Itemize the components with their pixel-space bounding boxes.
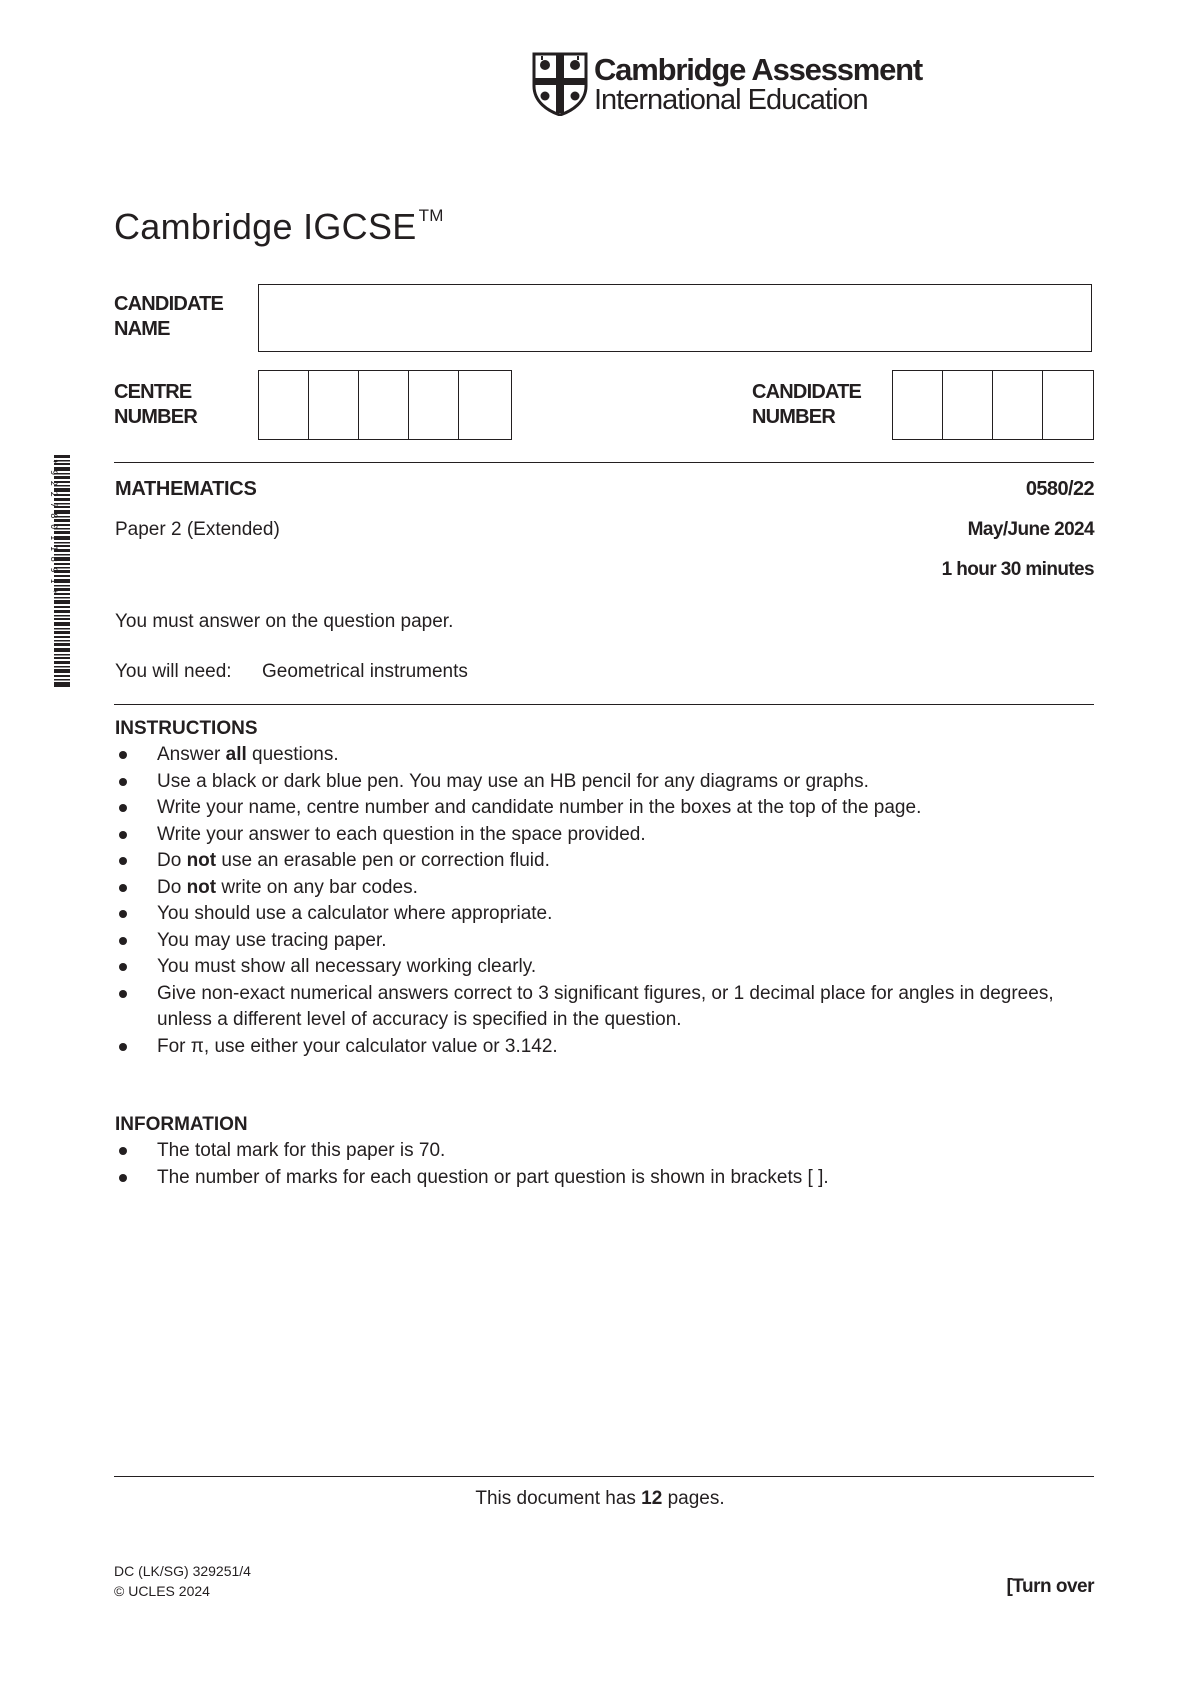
candidate-number-digit-box[interactable] — [993, 371, 1043, 439]
instruction-item: You should use a calculator where appropriate. — [114, 901, 1077, 928]
instructions-list — [114, 742, 1077, 1060]
qualification-name: Cambridge IGCSE — [114, 206, 417, 247]
bullet-icon — [119, 778, 127, 786]
information-item: The total mark for this paper is 70. — [114, 1138, 1077, 1165]
candidate-number-field[interactable] — [892, 370, 1094, 440]
bullet-icon — [119, 857, 127, 865]
instruction-item: Give non-exact numerical answers correct to 3 significant figures, or 1 decimal place for angles in degrees, unless a different level of accuracy is specified in the question. — [114, 981, 1077, 1034]
equipment-label: You will need: — [115, 661, 232, 682]
barcode — [44, 455, 70, 687]
document-reference — [114, 1561, 251, 1601]
qualification-title — [114, 206, 444, 248]
paper-code: 0580/22 — [1025, 478, 1094, 500]
cambridge-shield-icon — [532, 52, 588, 116]
candidate-name-label-line-2: NAME — [114, 318, 170, 340]
barcode-digits: * 9 2 2 7 8 0 1 1 8 9 1 * — [48, 459, 58, 595]
bullet-icon — [119, 990, 127, 998]
instruction-item: Do not write on any bar codes. — [114, 875, 1077, 902]
instruction-item: Answer all questions. — [114, 742, 1077, 769]
subject-title: MATHEMATICS — [115, 478, 257, 500]
information-item: The number of marks for each question or part question is shown in brackets [ ]. — [114, 1165, 1077, 1192]
instruction-item: Use a black or dark blue pen. You may use an HB pencil for any diagrams or graphs. — [114, 769, 1077, 796]
header-divider — [114, 462, 1094, 463]
paper-title: Paper 2 (Extended) — [115, 519, 280, 540]
information-heading: INFORMATION — [115, 1114, 248, 1135]
page-count-note: This document has 12 pages. — [475, 1488, 725, 1509]
logo-line-2: International Education — [594, 84, 868, 116]
centre-number-field[interactable] — [258, 370, 512, 440]
copyright-notice: © UCLES 2024 — [114, 1583, 210, 1599]
centre-number-digit-box[interactable] — [409, 371, 459, 439]
centre-number-label — [114, 380, 197, 430]
instruction-item: For π, use either your calculator value or 3.142. — [114, 1034, 1077, 1061]
candidate-number-digit-box[interactable] — [1043, 371, 1093, 439]
centre-number-digit-box[interactable] — [359, 371, 409, 439]
centre-number-label-line-2: NUMBER — [114, 406, 197, 428]
bullet-icon — [119, 831, 127, 839]
bullet-icon — [119, 910, 127, 918]
exam-session: May/June 2024 — [967, 519, 1094, 540]
bullet-icon — [119, 751, 127, 759]
candidate-number-label — [752, 380, 861, 430]
candidate-number-label-line-1: CANDIDATE — [752, 381, 862, 403]
footer-divider — [114, 1476, 1094, 1477]
centre-number-digit-box[interactable] — [259, 371, 309, 439]
instructions-heading: INSTRUCTIONS — [115, 718, 258, 739]
bullet-icon — [119, 1043, 127, 1051]
centre-number-label-line-1: CENTRE — [114, 381, 192, 403]
instruction-item: You must show all necessary working clearly. — [114, 954, 1077, 981]
bullet-icon — [119, 1147, 127, 1155]
centre-number-digit-box[interactable] — [459, 371, 509, 439]
bullet-icon — [119, 963, 127, 971]
candidate-number-digit-box[interactable] — [893, 371, 943, 439]
instruction-item: You may use tracing paper. — [114, 928, 1077, 955]
information-list — [114, 1138, 1077, 1191]
instruction-item: Do not use an erasable pen or correction fluid. — [114, 848, 1077, 875]
candidate-name-label — [114, 292, 223, 342]
bullet-icon — [119, 1174, 127, 1182]
instruction-item: Write your answer to each question in the space provided. — [114, 822, 1077, 849]
candidate-name-field[interactable] — [258, 284, 1092, 352]
exam-duration: 1 hour 30 minutes — [941, 559, 1094, 580]
logo-line-1: Cambridge Assessment — [594, 52, 923, 87]
candidate-number-digit-box[interactable] — [943, 371, 993, 439]
bullet-icon — [119, 804, 127, 812]
page-count: 12 — [641, 1488, 663, 1509]
candidate-name-label-line-1: CANDIDATE — [114, 293, 224, 315]
turn-over-note: [Turn over — [1006, 1576, 1094, 1597]
barcode-graphic — [44, 455, 70, 687]
document-code: DC (LK/SG) 329251/4 — [114, 1563, 251, 1579]
equipment-value: Geometrical instruments — [262, 661, 468, 682]
cambridge-logo — [532, 52, 923, 118]
trademark-symbol: TM — [418, 206, 444, 225]
answer-on-paper-note: You must answer on the question paper. — [115, 611, 454, 632]
bullet-icon — [119, 884, 127, 892]
bullet-icon — [119, 937, 127, 945]
centre-number-digit-box[interactable] — [309, 371, 359, 439]
instruction-item: Write your name, centre number and candidate number in the boxes at the top of the page. — [114, 795, 1077, 822]
candidate-number-label-line-2: NUMBER — [752, 406, 835, 428]
instructions-divider — [114, 704, 1094, 705]
